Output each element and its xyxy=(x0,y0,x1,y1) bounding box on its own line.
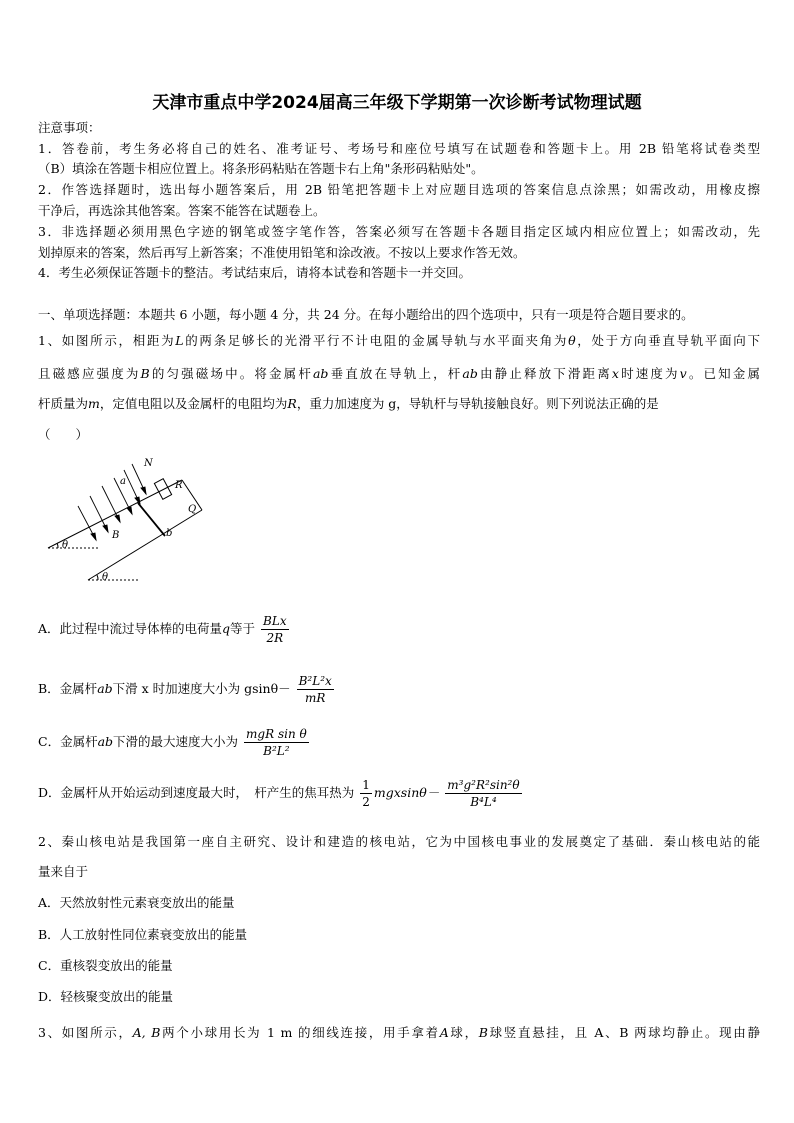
q1-line-3: 杆质量为m，定值电阻以及金属杆的电阻均为R，重力加速度为 g，导轨杆与导轨接触良好。则下列说法正确的是 xyxy=(38,396,659,411)
notice-item-4: 4．考生必须保证答题卡的整洁。考试结束后，请将本试卷和答题卡一并交回。 xyxy=(38,265,471,280)
notice-item-2-cont: 干净后，再选涂其他答案。答案不能答在试题卷上。 xyxy=(38,203,326,218)
fraction: $\frac{\text{mgR sin θ}}{\text{B²L²}}$ xyxy=(246,727,307,758)
q2-option-c: C．重核裂变放出的能量 xyxy=(38,958,173,973)
fraction: $\frac{\text{BLx}}{2R}$ xyxy=(263,614,287,645)
fraction: $\frac{\text{m³g²R²sin²θ}}{\text{B⁴L⁴}}$ xyxy=(447,778,520,809)
fraction: $\frac{\text{B²L²x}}{mR}$ xyxy=(298,674,332,705)
q1-option-b: B．金属杆ab下滑 x 时加速度大小为 gsinθ－ $\frac{\text{B²L²x}}{mR}$ xyxy=(38,674,332,705)
angle-arc-1 xyxy=(57,543,58,548)
notice-item-3: 3．非选择题必须用黑色字迹的钢笔或签字笔作答，答案必须写在答题卡各题目指定区域内相应位置上；如需改动，先 xyxy=(38,224,760,239)
q2-line-1: 2、秦山核电站是我国第一座自主研究、设计和建造的核电站，它为中国核电事业的发展奠定了基础．秦山核电站的能 xyxy=(38,834,760,849)
q1-option-a: A．此过程中流过导体棒的电荷量q等于 $\frac{\text{BLx}}{2R}$ xyxy=(38,614,287,645)
q2-option-b: B．人工放射性同位素衰变放出的能量 xyxy=(38,927,248,942)
label-theta-2: θ xyxy=(102,572,109,583)
label-N: N xyxy=(144,458,153,469)
incline-rail-diagram xyxy=(40,450,210,590)
page-title: 天津市重点中学2024届高三年级下学期第一次诊断考试物理试题 xyxy=(152,93,642,113)
fraction: $\frac{1}{2}$ xyxy=(362,778,370,809)
q1-line-2: 且磁感应强度为B的匀强磁场中。将金属杆ab垂直放在导轨上，杆ab由静止释放下滑距离x时速度为v。已知金属 xyxy=(38,366,760,381)
notice-item-3-cont: 划掉原来的答案，然后再写上新答案；不准使用铅笔和涂改液。不按以上要求作答无效。 xyxy=(38,245,526,260)
label-Q: Q xyxy=(188,504,197,515)
label-b: b xyxy=(166,528,173,539)
q2-option-d: D．轻核聚变放出的能量 xyxy=(38,989,174,1004)
resistor-icon xyxy=(154,479,171,500)
q2-line-2: 量来自于 xyxy=(38,864,89,879)
label-B: B xyxy=(112,530,120,541)
q1-option-d: D．金属杆从开始运动到速度最大时， 杆产生的焦耳热为 $\frac{1}{2}$ mgxsinθ－ $\frac{\text{m³g²R²sin²θ}}{\text{B⁴L⁴}}$ xyxy=(38,778,520,809)
notice-item-1-cont: （B）填涂在答题卡相应位置上。将条形码粘贴在答题卡右上角"条形码粘贴处"。 xyxy=(38,161,484,176)
field-arrow-icon xyxy=(102,486,120,522)
label-theta-1: θ xyxy=(62,540,69,551)
q2-option-a: A．天然放射性元素衰变放出的能量 xyxy=(38,895,235,910)
metal-rod-ab xyxy=(138,503,165,536)
notice-item-2: 2．作答选择题时，选出每小题答案后，用 2B 铅笔把答题卡上对应题目选项的答案信息点涂黑；如需改动，用橡皮擦 xyxy=(38,182,760,197)
field-arrow-icon xyxy=(78,506,96,540)
lower-rail xyxy=(88,510,202,580)
q1-answer-paren: （ ） xyxy=(38,427,89,442)
q1-option-c: C．金属杆ab下滑的最大速度大小为 $\frac{\text{mgR sin θ}}{\text{B²L²}}$ xyxy=(38,727,307,758)
q3-line-1: 3、如图所示，A, B两个小球用长为 1 m 的细线连接，用手拿着A球，B球竖直悬挂，且 A、B 两球均静止。现由静 xyxy=(38,1025,760,1040)
section-heading: 一、单项选择题：本题共 6 小题，每小题 4 分，共 24 分。在每小题给出的四个选项中，只有一项是符合题目要求的。 xyxy=(38,307,694,322)
label-a: a xyxy=(120,476,126,487)
q1-line-1: 1、如图所示，相距为L的两条足够长的光滑平行不计电阻的金属导轨与水平面夹角为θ，处于方向垂直导轨平面向下 xyxy=(38,333,760,348)
angle-arc-2 xyxy=(97,575,98,580)
label-R: R xyxy=(175,480,183,491)
notice-item-1: 1．答卷前，考生务必将自己的姓名、准考证号、考场号和座位号填写在试题卷和答题卡上。用 2B 铅笔将试卷类型 xyxy=(38,141,760,156)
notice-heading: 注意事项： xyxy=(38,120,101,135)
field-arrow-icon xyxy=(90,496,108,532)
